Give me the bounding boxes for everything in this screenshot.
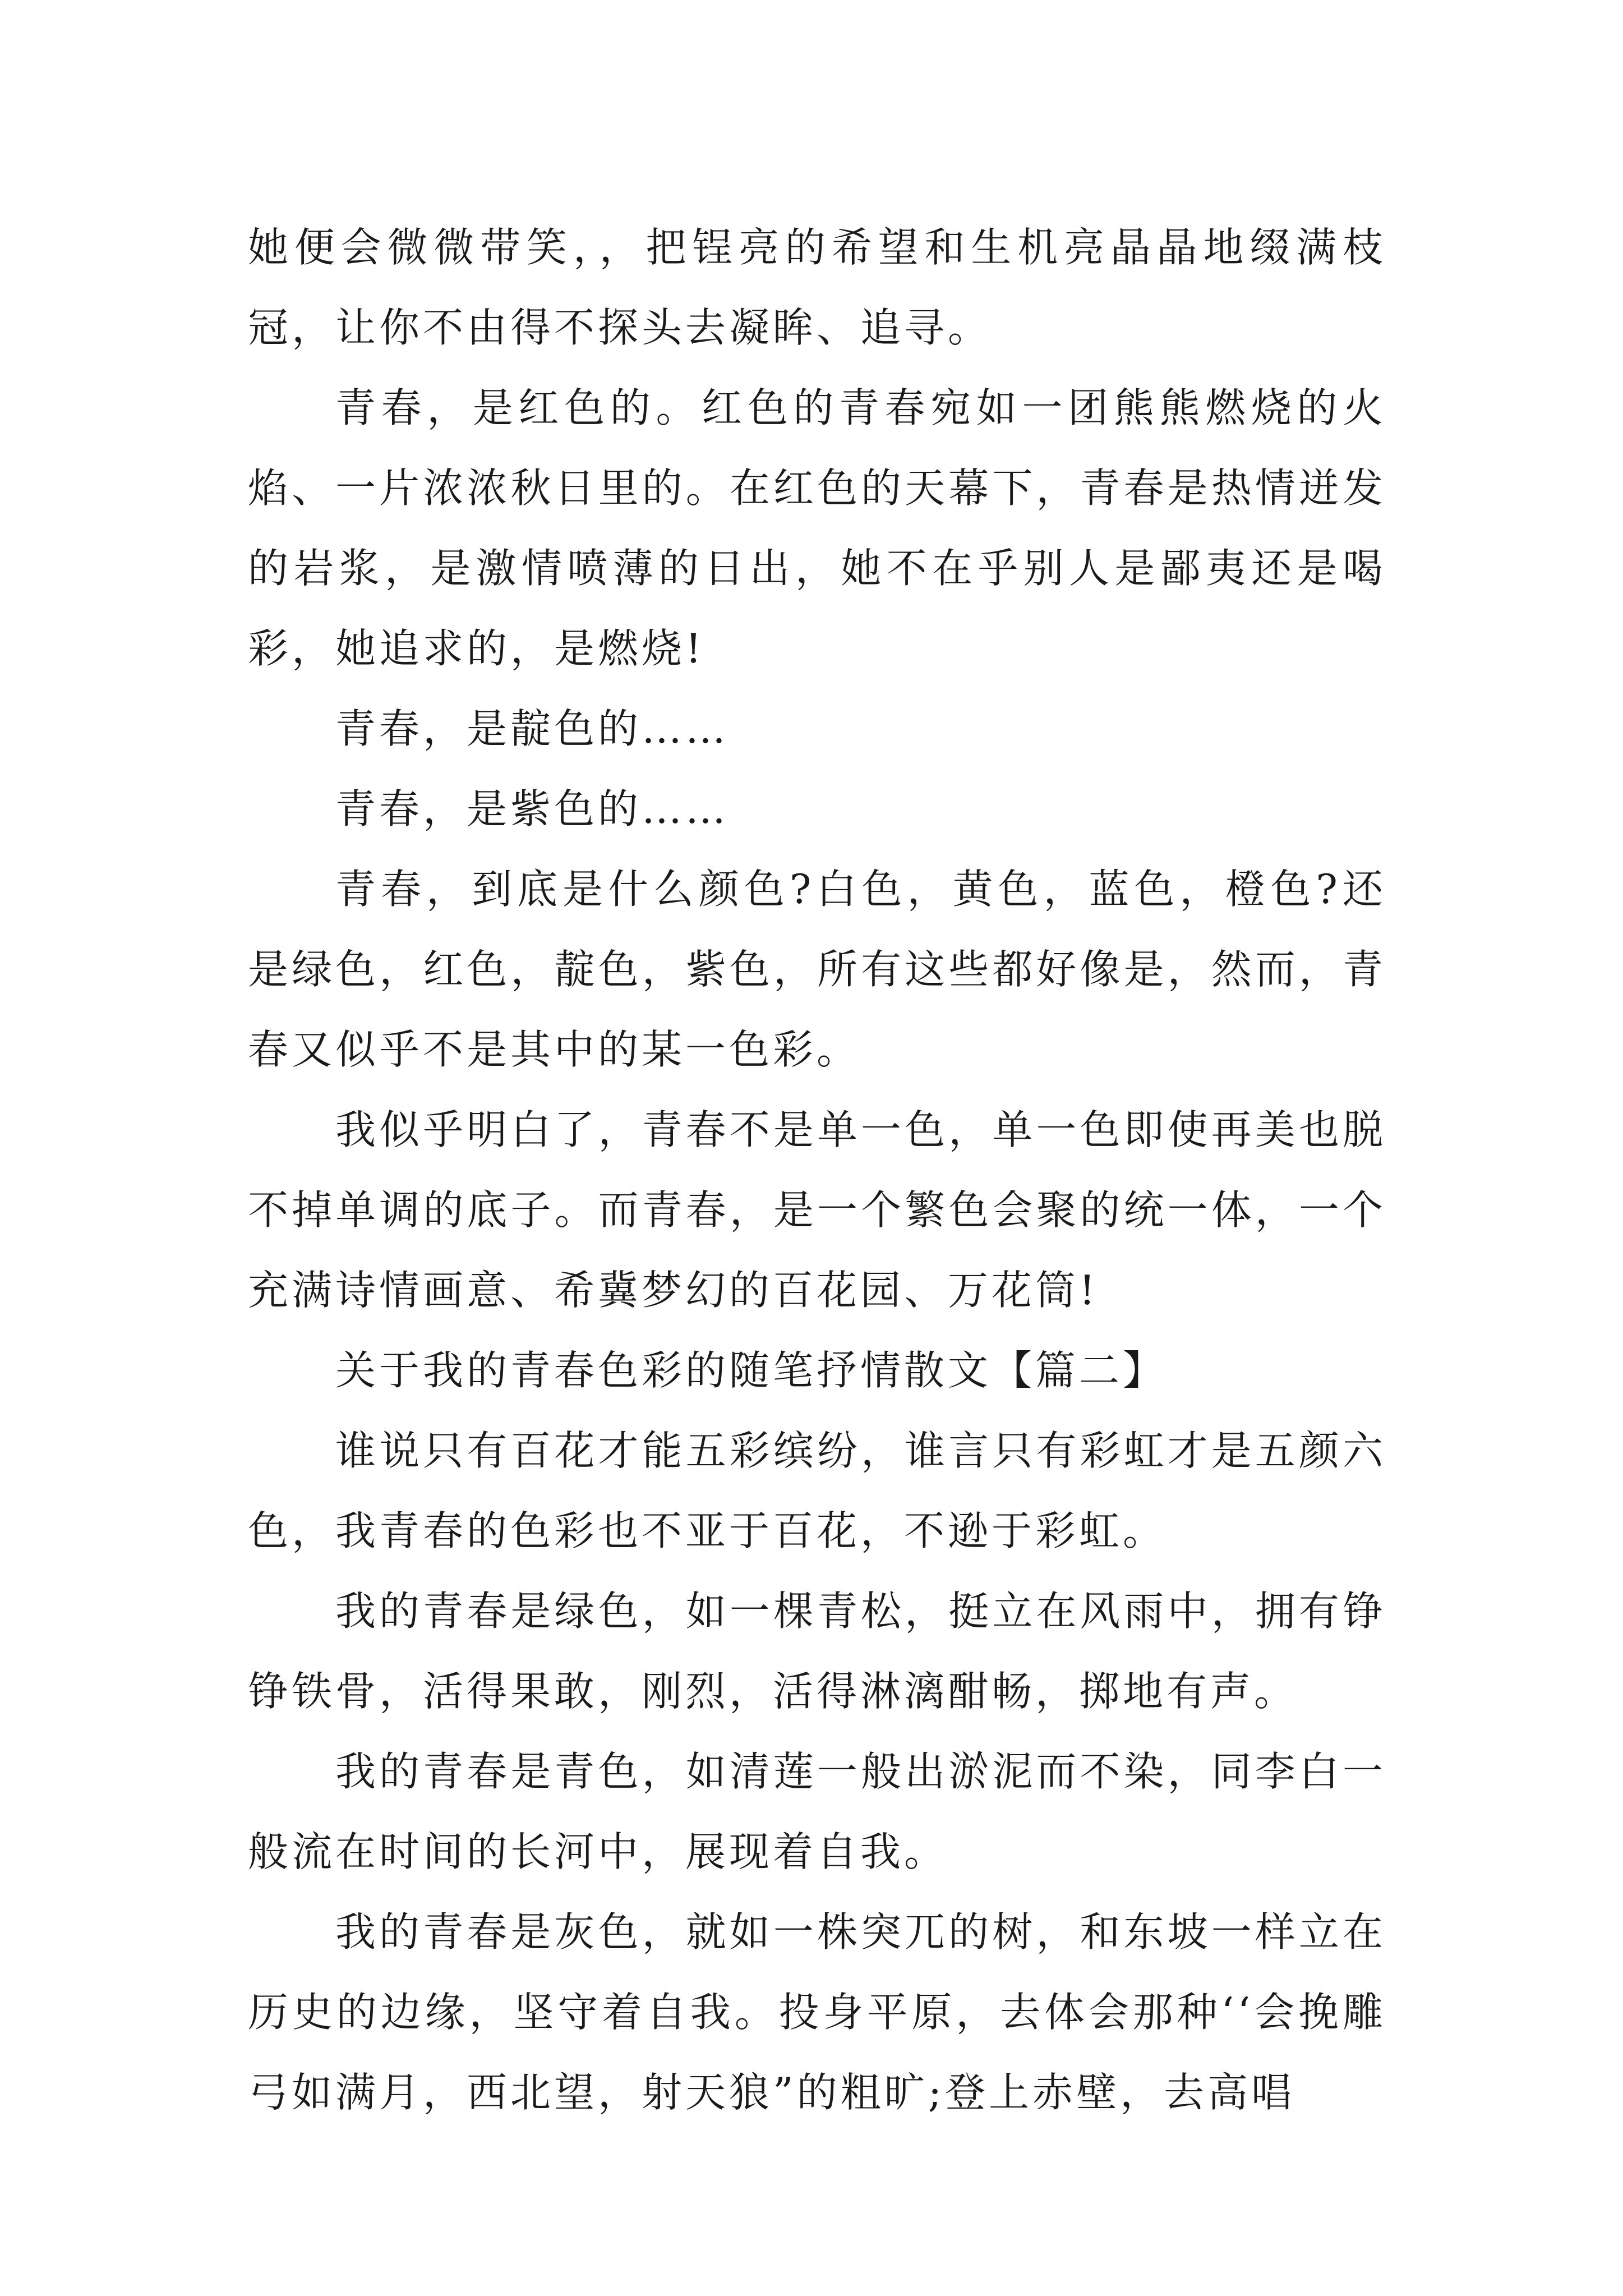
section-heading-part-two: 关于我的青春色彩的随笔抒情散文【篇二】 [335,1347,1167,1394]
paragraph-red-youth: 青春，是红色的。红色的青春宛如一团熊熊燃烧的火焰、一片浓浓秋日里的。在红色的天幕下，青春是热情迸发的岩浆，是激情喷薄的日出，她不在乎别人是鄙夷还是喝彩，她追求的，是燃烧! [248,384,1386,672]
paragraph-continuation: 她便会微微带笑，，把锃亮的希望和生机亮晶晶地缀满枝冠，让你不由得不探头去凝眸、追寻。 [248,224,1386,351]
paragraph-understanding: 我似乎明白了，青春不是单一色，单一色即使再美也脱不掉单调的底子。而青春，是一个繁色会聚的统一体，一个充满诗情画意、希冀梦幻的百花园、万花筒! [248,1106,1386,1314]
document-body [248,208,1386,2133]
paragraph-what-color: 青春，到底是什么颜色?白色，黄色，蓝色，橙色?还是绿色，红色，靛色，紫色，所有这些都好像是，然而，青春又似乎不是其中的某一色彩。 [248,866,1386,1073]
paragraph-green-youth: 我的青春是绿色，如一棵青松，挺立在风雨中，拥有铮铮铁骨，活得果敢，刚烈，活得淋漓酣畅，掷地有声。 [248,1588,1386,1715]
paragraph-purple-youth: 青春，是紫色的…… [335,785,730,832]
paragraph-cyan-youth: 我的青春是青色，如清莲一般出淤泥而不染，同李白一般流在时间的长河中，展现着自我。 [248,1748,1386,1875]
paragraph-indigo-youth: 青春，是靛色的…… [335,705,730,752]
paragraph-gray-youth: 我的青春是灰色，就如一株突兀的树，和东坡一样立在历史的边缘，坚守着自我。投身平原，去体会那种‘‘会挽雕弓如满月，西北望，射天狼”的粗旷;登上赤壁，去高唱 [248,1908,1386,2116]
paragraph-who-says: 谁说只有百花才能五彩缤纷，谁言只有彩虹才是五颜六色，我青春的色彩也不亚于百花，不逊于彩虹。 [248,1427,1386,1554]
